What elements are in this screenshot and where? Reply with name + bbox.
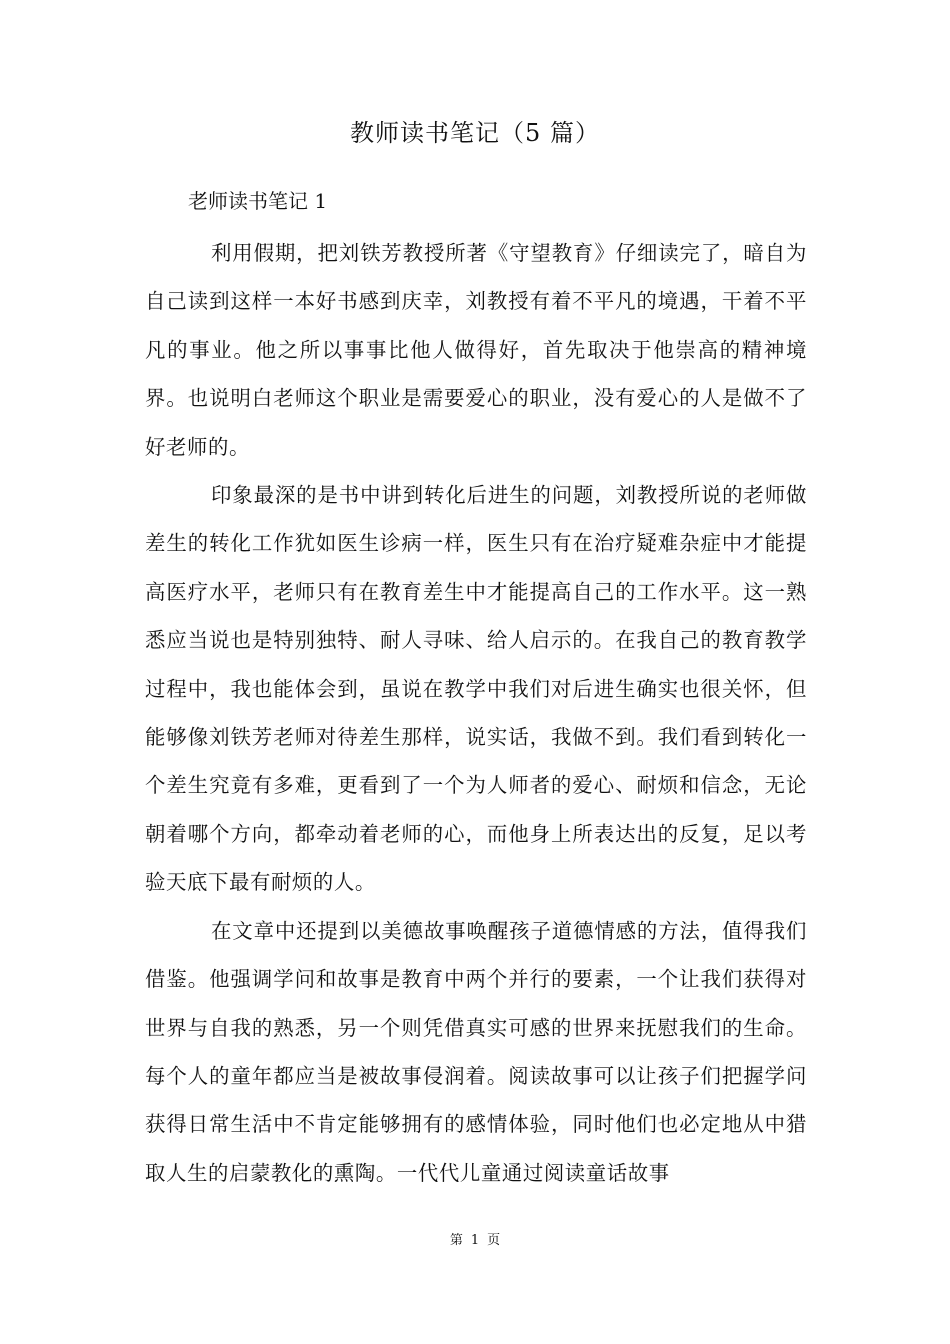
paragraph-2: 印象最深的是书中讲到转化后进生的问题，刘教授所说的老师做差生的转化工作犹如医生诊病一样，医生只有在治疗疑难杂症中才能提高医疗水平，老师只有在教育差生中才能提高自己的工作水平。这一熟悉应当说也是特别独特、耐人寻味、给人启示的。在我自己的教育教学过程中，我也能体会到，虽说在教学中我们对后进生确实也很关怀，但能够像刘铁芳老师对待差生那样，说实话，我做不到。我们看到转化一个差生究竟有多难，更看到了一个为人师者的爱心、耐烦和信念，无论朝着哪个方向，都牵动着老师的心，而他身上所表达出的反复，足以考验天底下最有耐烦的人。 (145, 483, 807, 895)
footer-prefix: 第 (449, 1233, 463, 1248)
paragraph-3: 在文章中还提到以美德故事唤醒孩子道德情感的方法，值得我们借鉴。他强调学问和故事是教育中两个并行的要素，一个让我们获得对世界与自我的熟悉，另一个则凭借真实可感的世界来抚慰我们的生命。每个人的童年都应当是被故事侵润着。阅读故事可以让孩子们把握学问获得日常生活中不肯定能够拥有的感情体验，同时他们也必定地从中猎取人生的启蒙教化的熏陶。一代代儿童通过阅读童话故事 (145, 918, 807, 1185)
section-heading: 老师读书笔记 1 (188, 189, 328, 213)
page-number: 1 (470, 1233, 480, 1248)
document-title: 教师读书笔记（5 篇） (350, 119, 600, 147)
paragraph-1: 利用假期，把刘铁芳教授所著《守望教育》仔细读完了，暗自为自己读到这样一本好书感到庆幸，刘教授有着不平凡的境遇，干着不平凡的事业。他之所以事事比他人做得好，首先取决于他崇高的精神境界。也说明白老师这个职业是需要爱心的职业，没有爱心的人是做不了好老师的。 (145, 241, 807, 459)
page-footer (0, 1232, 950, 1250)
footer-suffix: 页 (487, 1233, 501, 1248)
document-body (145, 229, 807, 1197)
